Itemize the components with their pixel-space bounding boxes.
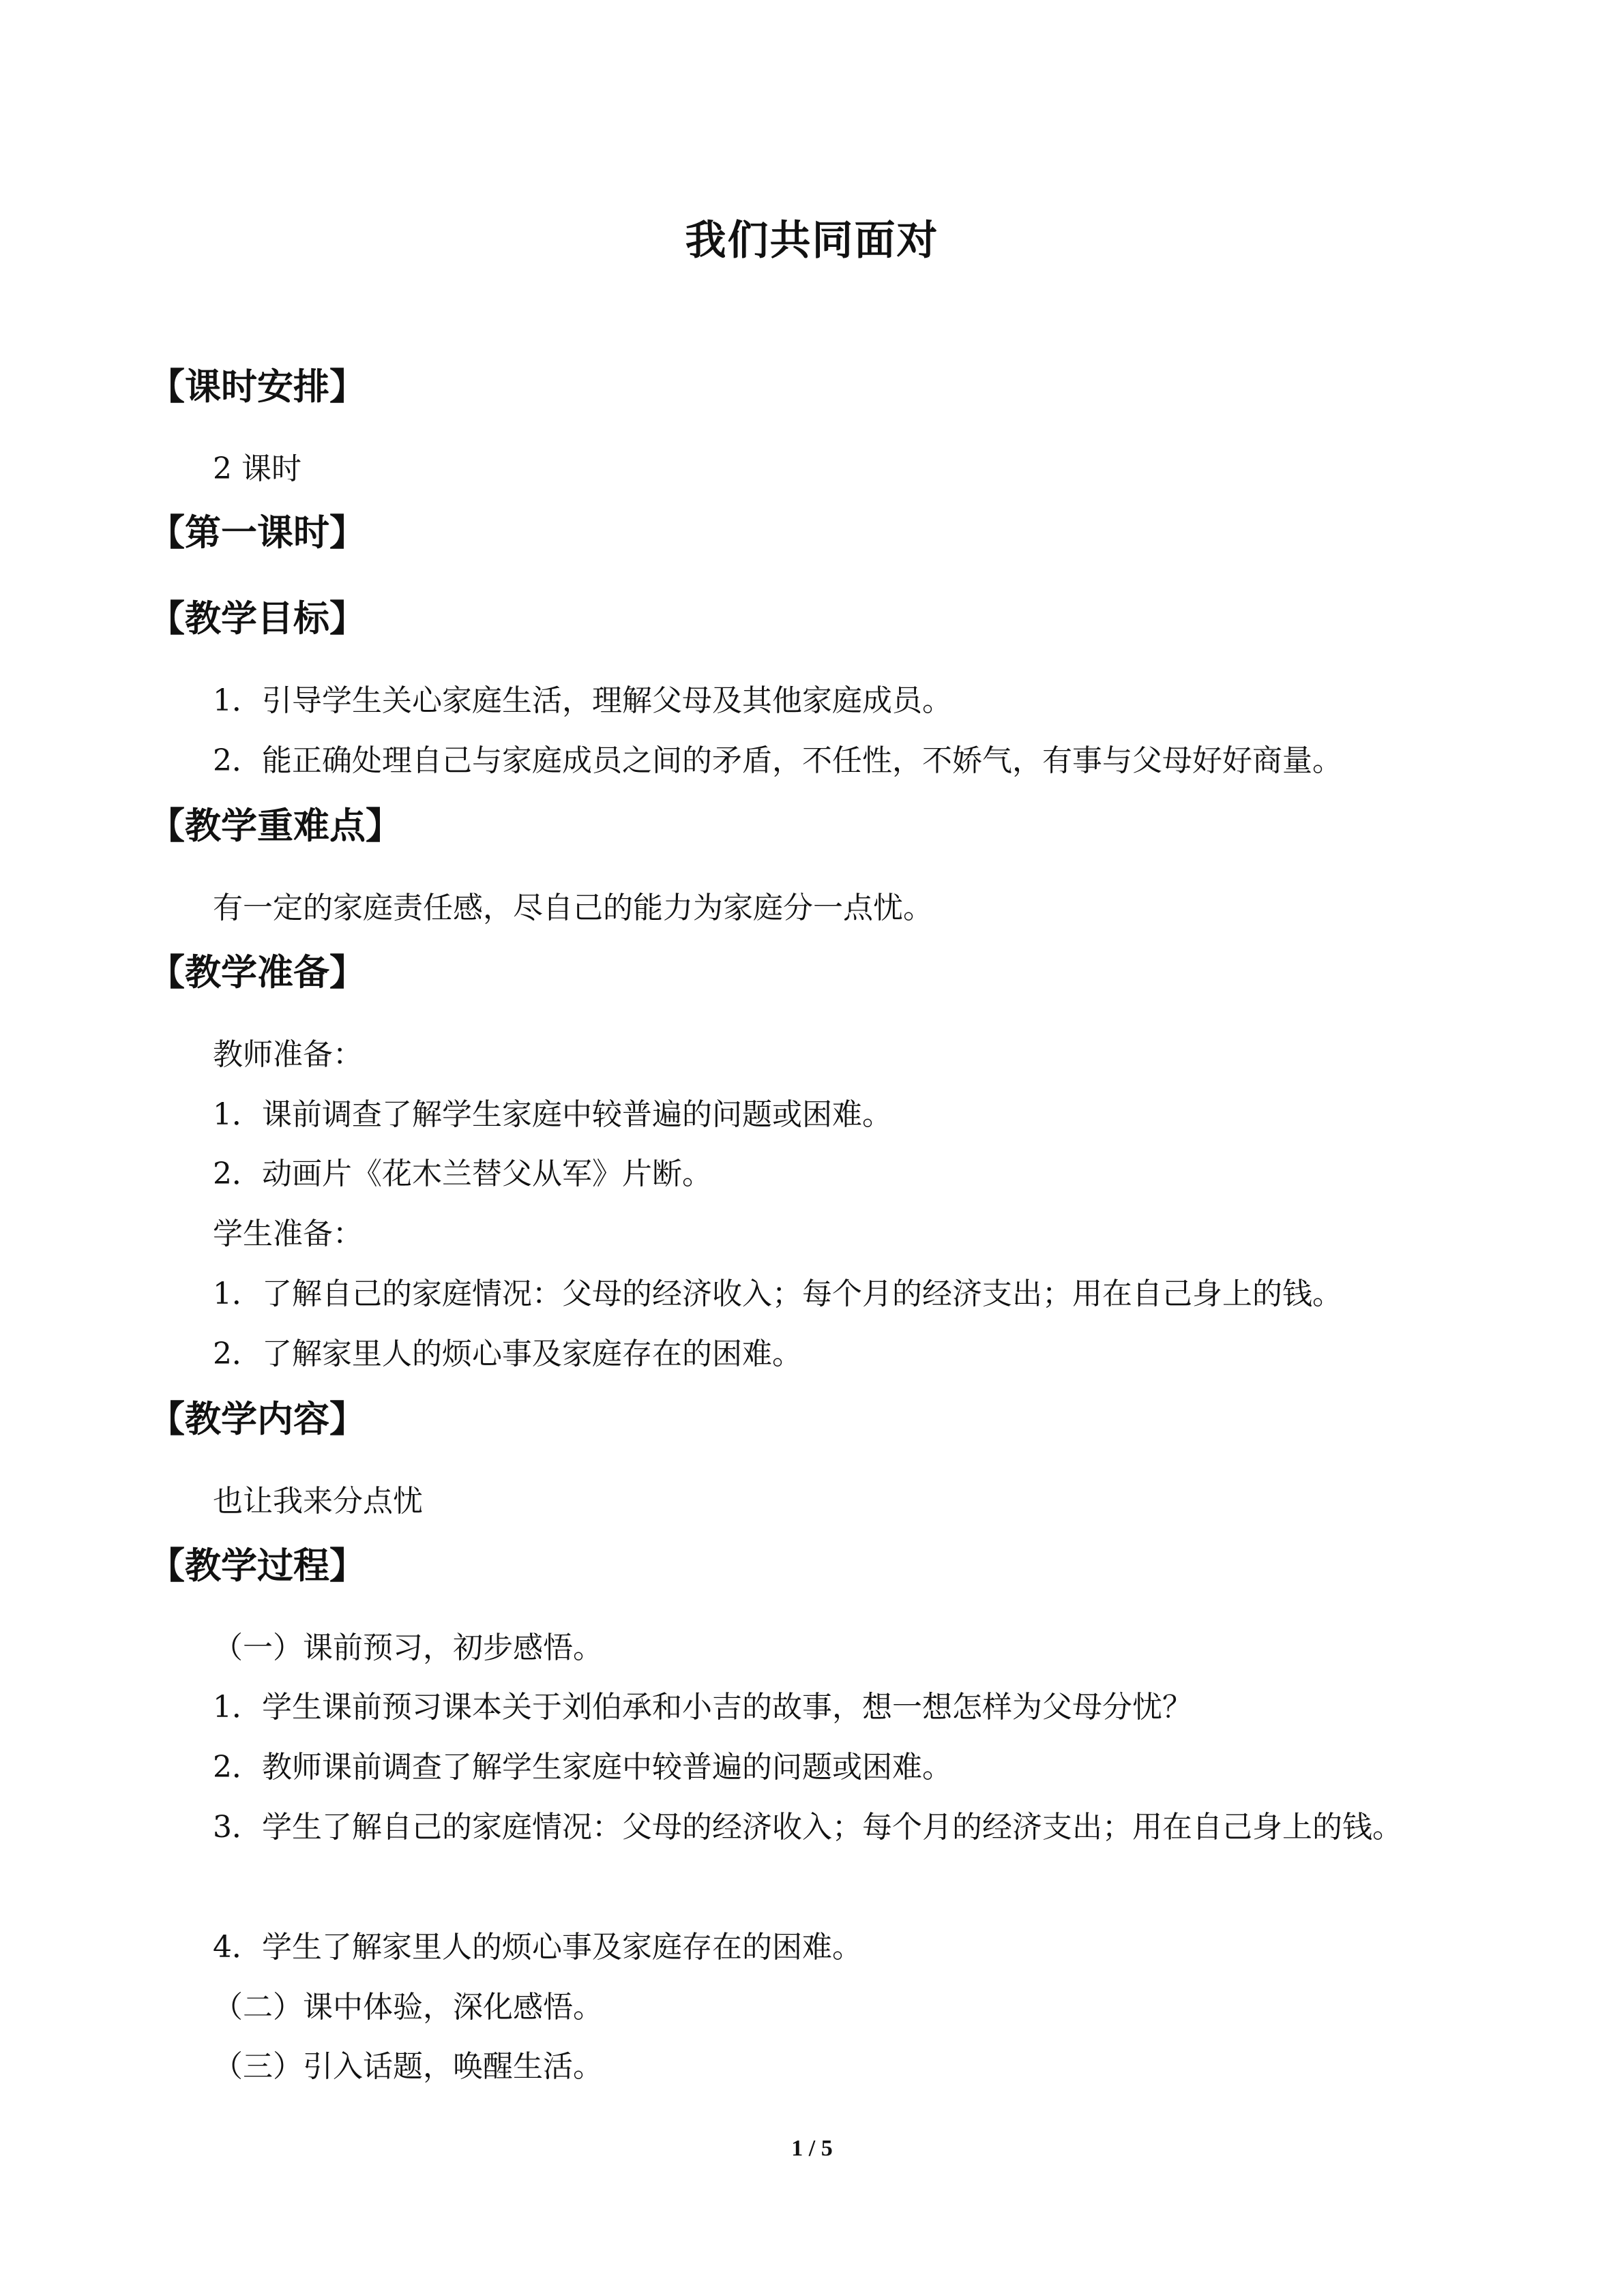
teacher-prep-item: 2．动画片《花木兰替父从军》片断。: [213, 1157, 712, 1191]
student-prep-item: 2．了解家里人的烦心事及家庭存在的困难。: [213, 1337, 802, 1371]
section-heading-goals: 【教学目标】: [149, 598, 366, 640]
student-prep-item: 1．了解自己的家庭情况：父母的经济收入；每个月的经济支出；用在自己身上的钱。: [213, 1277, 1342, 1311]
schedule-text: 2 课时: [213, 451, 301, 486]
process-line: （三）引入话题，唤醒生活。: [213, 2049, 603, 2084]
page-number: 1 / 5: [791, 2136, 833, 2161]
process-line: （二）课中体验，深化感悟。: [213, 1990, 603, 2025]
process-line: 1．学生课前预习课本关于刘伯承和小吉的故事，想一想怎样为父母分忧？: [213, 1690, 1192, 1725]
goal-item: 2．能正确处理自己与家庭成员之间的矛盾，不任性，不娇气，有事与父母好好商量。: [213, 743, 1342, 778]
page-title: 我们共同面对: [685, 217, 939, 265]
section-heading-content: 【教学内容】: [149, 1399, 366, 1440]
process-line: 2．教师课前调查了解学生家庭中较普遍的问题或困难。: [213, 1750, 952, 1785]
goal-item: 1．引导学生关心家庭生活，理解父母及其他家庭成员。: [213, 683, 952, 718]
student-prep-label: 学生准备：: [213, 1217, 363, 1251]
section-heading-first-lesson: 【第一课时】: [149, 512, 366, 554]
process-line-wrapped: 3．学生了解自己的家庭情况：父母的经济收入；每个月的经济支出；用在自己身上的钱。: [213, 1810, 1402, 1845]
section-heading-schedule: 【课时安排】: [149, 366, 366, 408]
teacher-prep-label: 教师准备：: [213, 1037, 363, 1072]
section-heading-key-points: 【教学重难点】: [149, 805, 402, 847]
section-heading-preparation: 【教学准备】: [149, 952, 366, 994]
section-heading-process: 【教学过程】: [149, 1545, 366, 1587]
key-points-text: 有一定的家庭责任感，尽自己的能力为家庭分一点忧。: [213, 891, 933, 925]
teacher-prep-item: 1．课前调查了解学生家庭中较普遍的问题或困难。: [213, 1097, 892, 1132]
process-line: （一）课前预习，初步感悟。: [213, 1630, 603, 1665]
process-line: 4．学生了解家里人的烦心事及家庭存在的困难。: [213, 1930, 862, 1965]
content-text: 也让我来分点忧: [213, 1484, 423, 1519]
